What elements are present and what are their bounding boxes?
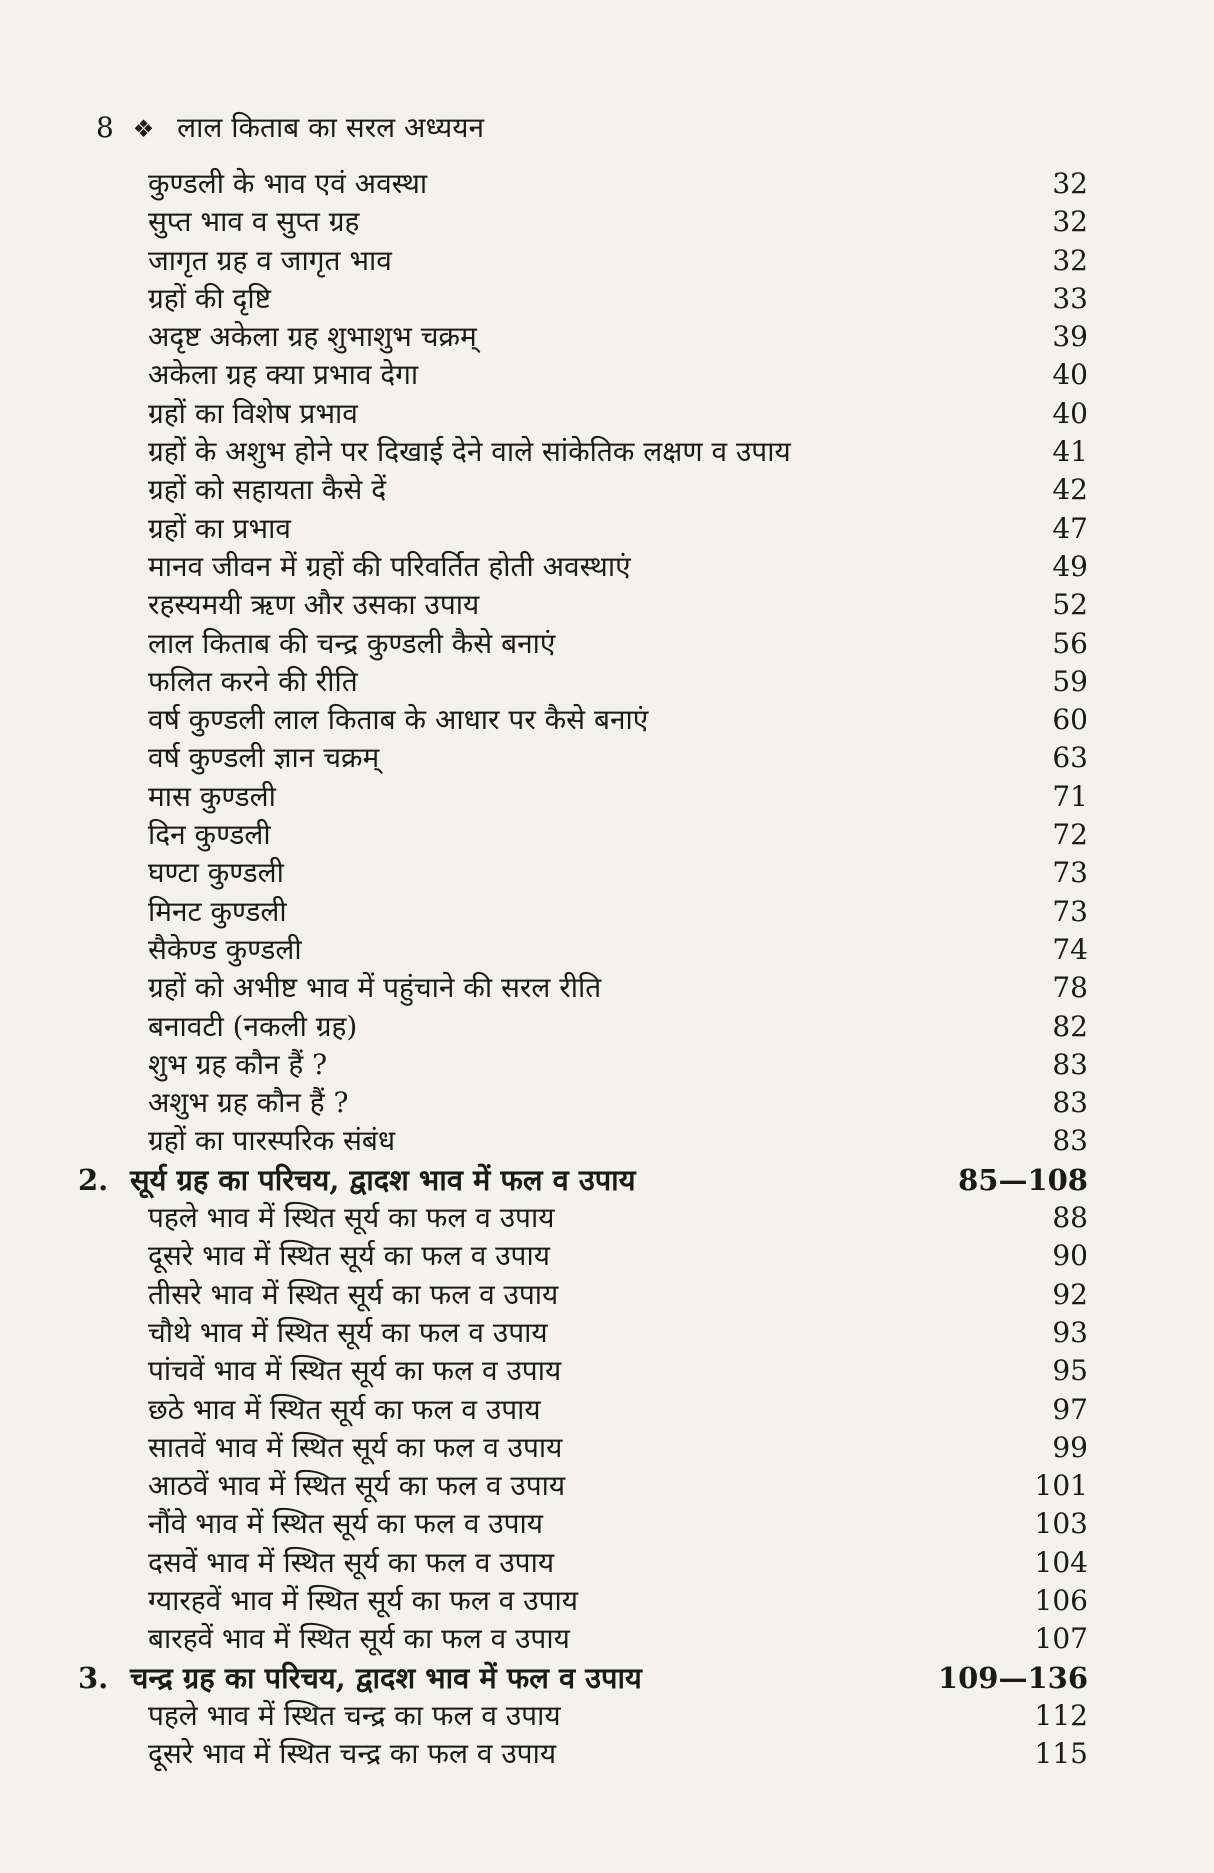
toc-entry-row <box>0 356 1214 394</box>
chapter-number: 3. <box>78 1660 109 1695</box>
entry-title: बनावटी (नकली ग्रह) <box>148 1009 358 1043</box>
toc-entry-row <box>0 1314 1214 1352</box>
toc-entry-row <box>0 1391 1214 1429</box>
toc-entry-row <box>0 816 1214 854</box>
entry-title: ग्रहों के अशुभ होने पर दिखाई देने वाले सांकेतिक लक्षण व उपाय <box>148 435 791 469</box>
entry-title: ग्रहों को सहायता कैसे दें <box>148 473 387 507</box>
entry-page-number: 39 <box>1052 320 1088 354</box>
toc-entry-row <box>0 1429 1214 1467</box>
toc-entry-row <box>0 1697 1214 1735</box>
entry-page-number: 83 <box>1052 1124 1088 1158</box>
table-of-contents <box>0 165 1214 1773</box>
chapter-title: सूर्य ग्रह का परिचय, द्वादश भाव में फल व उपाय <box>130 1162 636 1197</box>
entry-page-number: 42 <box>1052 473 1088 507</box>
entry-page-number: 71 <box>1052 779 1088 813</box>
entry-title: मास कुण्डली <box>148 779 276 813</box>
entry-page-number: 83 <box>1052 1086 1088 1120</box>
entry-title: अकेला ग्रह क्या प्रभाव देगा <box>148 358 419 392</box>
page-number: 8 <box>96 111 114 144</box>
toc-entry-row <box>0 318 1214 356</box>
entry-page-number: 99 <box>1052 1430 1088 1464</box>
running-head <box>96 108 484 149</box>
entry-page-number: 93 <box>1052 1315 1088 1349</box>
entry-title: ग्रहों की दृष्टि <box>148 281 271 315</box>
entry-title: चौथे भाव में स्थित सूर्य का फल व उपाय <box>148 1315 548 1349</box>
toc-entry-row <box>0 510 1214 548</box>
toc-entry-row <box>0 1620 1214 1658</box>
toc-entry-row <box>0 471 1214 509</box>
entry-page-number: 106 <box>1034 1583 1088 1617</box>
entry-title: वर्ष कुण्डली लाल किताब के आधार पर कैसे बनाएं <box>148 703 649 737</box>
toc-entry-row <box>0 395 1214 433</box>
toc-entry-row <box>0 1735 1214 1773</box>
entry-page-number: 73 <box>1052 856 1088 890</box>
toc-entry-row <box>0 586 1214 624</box>
entry-title: पहले भाव में स्थित चन्द्र का फल व उपाय <box>148 1698 561 1732</box>
entry-title: ग्यारहवें भाव में स्थित सूर्य का फल व उपाय <box>148 1583 578 1617</box>
entry-title: छठे भाव में स्थित सूर्य का फल व उपाय <box>148 1392 541 1426</box>
entry-page-number: 49 <box>1052 549 1088 583</box>
toc-entry-row <box>0 969 1214 1007</box>
entry-page-number: 107 <box>1034 1622 1088 1656</box>
entry-title: घण्टा कुण्डली <box>148 856 284 890</box>
toc-entry-row <box>0 931 1214 969</box>
entry-page-number: 90 <box>1052 1239 1088 1273</box>
entry-title: दिन कुण्डली <box>148 818 271 852</box>
entry-page-number: 60 <box>1052 703 1088 737</box>
entry-title: ग्रहों का विशेष प्रभाव <box>148 396 358 430</box>
toc-entry-row <box>0 242 1214 280</box>
entry-page-number: 33 <box>1052 281 1088 315</box>
chapter-title: चन्द्र ग्रह का परिचय, द्वादश भाव में फल व उपाय <box>130 1660 642 1695</box>
toc-entry-row <box>0 1352 1214 1390</box>
entry-page-number: 101 <box>1034 1469 1088 1503</box>
entry-page-number: 47 <box>1052 511 1088 545</box>
toc-entry-row <box>0 778 1214 816</box>
entry-title: दसवें भाव में स्थित सूर्य का फल व उपाय <box>148 1545 555 1579</box>
entry-title: फलित करने की रीति <box>148 664 358 698</box>
entry-title: नौंवे भाव में स्थित सूर्य का फल व उपाय <box>148 1507 544 1541</box>
toc-entry-row <box>0 1467 1214 1505</box>
entry-page-number: 88 <box>1052 1201 1088 1235</box>
chapter-page-range: 109—136 <box>937 1660 1088 1695</box>
toc-entry-row <box>0 433 1214 471</box>
chapter-number: 2. <box>78 1162 109 1197</box>
toc-entry-row <box>0 1505 1214 1543</box>
entry-title: दूसरे भाव में स्थित सूर्य का फल व उपाय <box>148 1239 550 1273</box>
entry-page-number: 40 <box>1052 396 1088 430</box>
entry-title: मानव जीवन में ग्रहों की परिवर्तित होती अवस्थाएं <box>148 549 631 583</box>
entry-page-number: 59 <box>1052 664 1088 698</box>
toc-entry-row <box>0 739 1214 777</box>
entry-title: अशुभ ग्रह कौन हैं ? <box>148 1086 349 1120</box>
toc-entry-row <box>0 280 1214 318</box>
entry-page-number: 103 <box>1034 1507 1088 1541</box>
toc-entry-row <box>0 701 1214 739</box>
entry-page-number: 32 <box>1052 243 1088 277</box>
entry-title: कुण्डली के भाव एवं अवस्था <box>148 167 428 200</box>
entry-title: जागृत ग्रह व जागृत भाव <box>148 243 392 277</box>
toc-entry-row <box>0 203 1214 241</box>
entry-title: लाल किताब की चन्द्र कुण्डली कैसे बनाएं <box>148 626 556 660</box>
entry-page-number: 73 <box>1052 894 1088 928</box>
entry-title: वर्ष कुण्डली ज्ञान चक्रम् <box>148 741 380 775</box>
entry-title: सैकेण्ड कुण्डली <box>148 932 302 966</box>
entry-page-number: 74 <box>1052 932 1088 966</box>
entry-page-number: 112 <box>1034 1698 1088 1732</box>
entry-title: ग्रहों का पारस्परिक संबंध <box>148 1124 396 1158</box>
toc-entry-row <box>0 1122 1214 1160</box>
entry-page-number: 97 <box>1052 1392 1088 1426</box>
entry-page-number: 40 <box>1052 358 1088 392</box>
toc-entry-row <box>0 1046 1214 1084</box>
entry-title: बारहवें भाव में स्थित सूर्य का फल व उपाय <box>148 1622 570 1656</box>
diamond-ornament-icon: ❖ <box>132 115 155 143</box>
toc-entry-row <box>0 625 1214 663</box>
entry-page-number: 32 <box>1052 167 1088 200</box>
entry-title: पांचवें भाव में स्थित सूर्य का फल व उपाय <box>148 1354 562 1388</box>
entry-page-number: 63 <box>1052 741 1088 775</box>
entry-title: अदृष्ट अकेला ग्रह शुभाशुभ चक्रम् <box>148 320 477 354</box>
toc-chapter-row <box>0 1161 1214 1199</box>
toc-entry-row <box>0 1084 1214 1122</box>
entry-page-number: 78 <box>1052 971 1088 1005</box>
entry-page-number: 32 <box>1052 205 1088 239</box>
entry-title: मिनट कुण्डली <box>148 894 287 928</box>
toc-chapter-row <box>0 1659 1214 1697</box>
entry-page-number: 95 <box>1052 1354 1088 1388</box>
entry-page-number: 82 <box>1052 1009 1088 1043</box>
entry-title: सातवें भाव में स्थित सूर्य का फल व उपाय <box>148 1430 563 1464</box>
entry-title: रहस्यमयी ऋण और उसका उपाय <box>148 588 480 622</box>
entry-title: दूसरे भाव में स्थित चन्द्र का फल व उपाय <box>148 1737 557 1771</box>
entry-title: ग्रहों का प्रभाव <box>148 511 291 545</box>
entry-page-number: 104 <box>1034 1545 1088 1579</box>
toc-entry-row <box>0 1199 1214 1237</box>
entry-title: शुभ ग्रह कौन हैं ? <box>148 1047 328 1081</box>
entry-page-number: 115 <box>1034 1737 1088 1771</box>
entry-title: आठवें भाव में स्थित सूर्य का फल व उपाय <box>148 1469 566 1503</box>
toc-entry-row <box>0 1276 1214 1314</box>
entry-title: सुप्त भाव व सुप्त ग्रह <box>148 205 360 239</box>
entry-page-number: 56 <box>1052 626 1088 660</box>
entry-page-number: 92 <box>1052 1277 1088 1311</box>
toc-entry-row <box>0 663 1214 701</box>
entry-title: तीसरे भाव में स्थित सूर्य का फल व उपाय <box>148 1277 559 1311</box>
toc-entry-row <box>0 1237 1214 1275</box>
entry-page-number: 41 <box>1052 435 1088 469</box>
toc-entry-row <box>0 165 1214 203</box>
toc-entry-row <box>0 893 1214 931</box>
toc-entry-row <box>0 1008 1214 1046</box>
toc-entry-row <box>0 1582 1214 1620</box>
toc-entry-row <box>0 1544 1214 1582</box>
entry-page-number: 52 <box>1052 588 1088 622</box>
toc-entry-row <box>0 854 1214 892</box>
entry-page-number: 72 <box>1052 818 1088 852</box>
toc-entry-row <box>0 548 1214 586</box>
entry-title: पहले भाव में स्थित सूर्य का फल व उपाय <box>148 1201 555 1235</box>
chapter-page-range: 85—108 <box>958 1162 1088 1197</box>
entry-title: ग्रहों को अभीष्ट भाव में पहुंचाने की सरल रीति <box>148 971 602 1005</box>
entry-page-number: 83 <box>1052 1047 1088 1081</box>
book-title: लाल किताब का सरल अध्ययन <box>177 111 484 144</box>
